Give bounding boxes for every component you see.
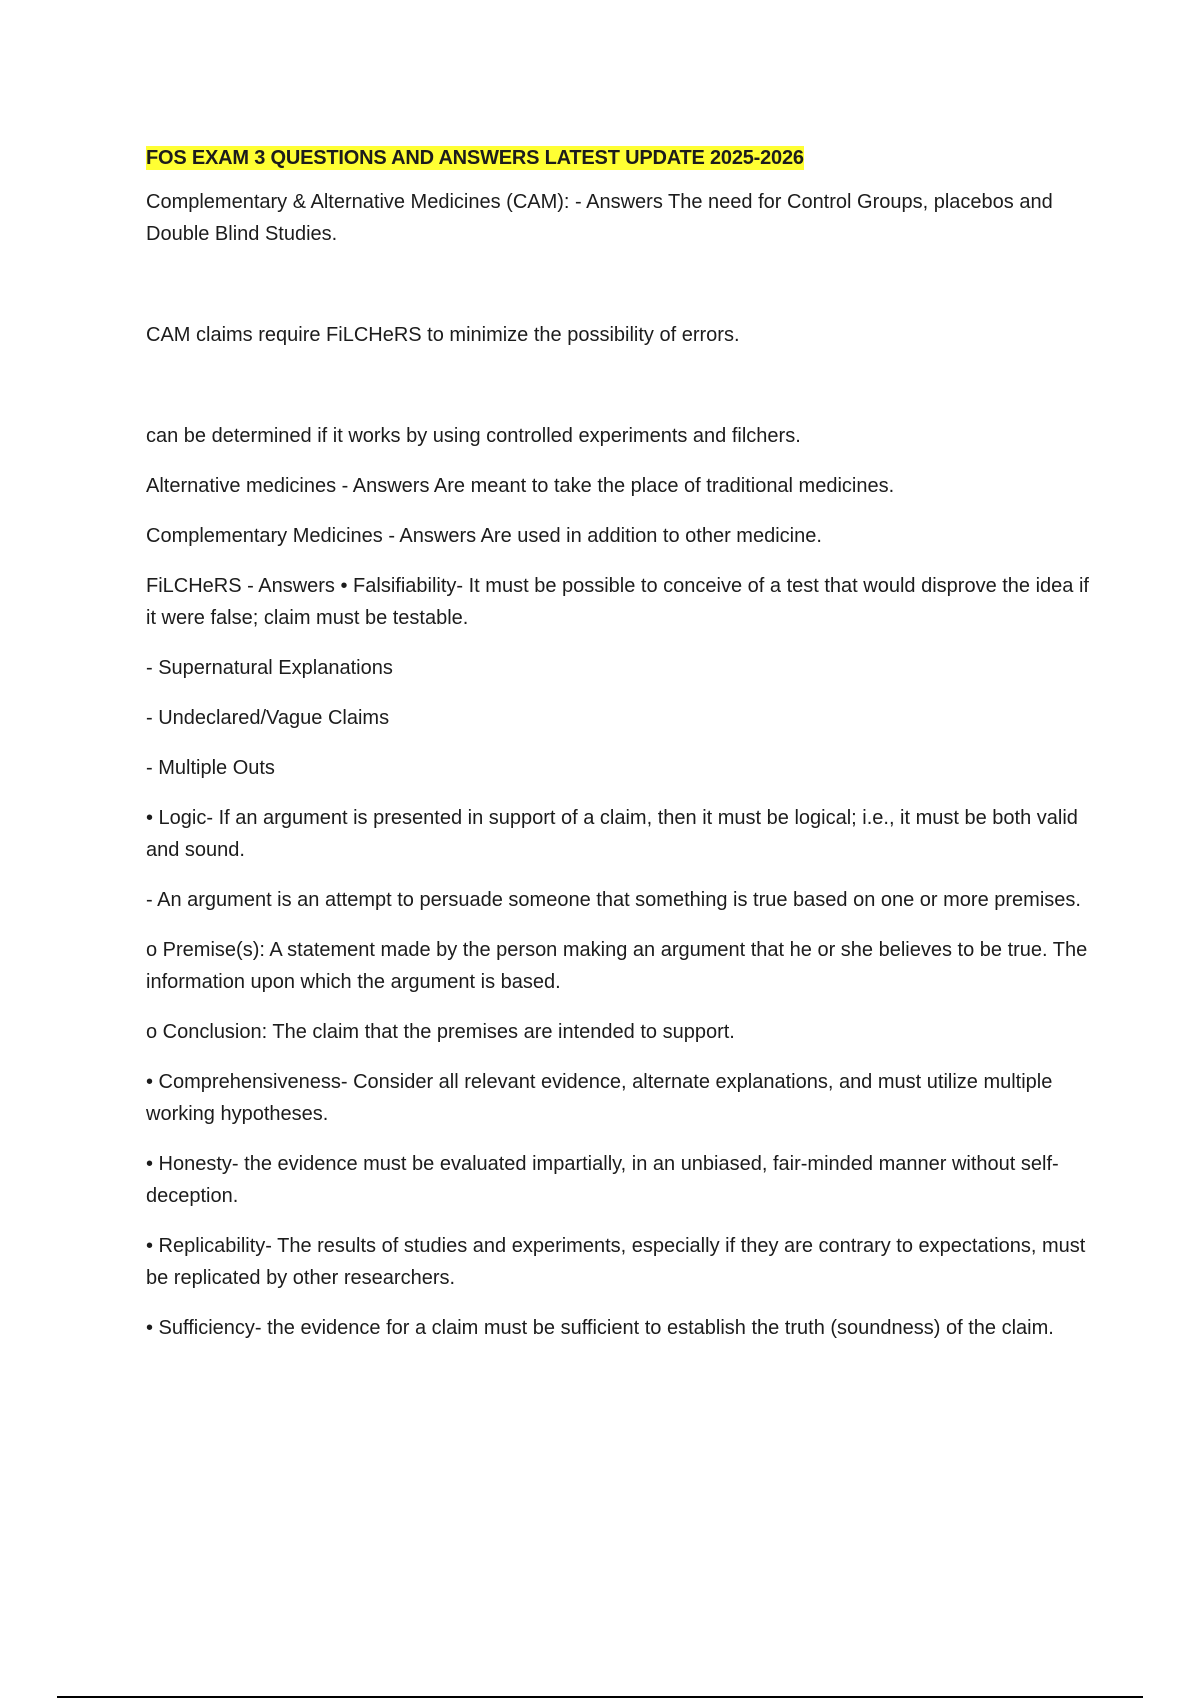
paragraph-honesty: • Honesty- the evidence must be evaluated impartially, in an unbiased, fair-minded manner without self-deception. — [146, 1153, 1059, 1207]
paragraph-filchers-falsifiability: FiLCHeRS - Answers • Falsifiability- It must be possible to conceive of a test that would disprove the idea if it were false; claim must be testable. — [146, 575, 1089, 629]
document-title: FOS EXAM 3 QUESTIONS AND ANSWERS LATEST UPDATE 2025-2026 — [146, 147, 804, 169]
paragraph-sufficiency: • Sufficiency- the evidence for a claim must be sufficient to establish the truth (soundness) of the claim. — [146, 1317, 1054, 1339]
paragraph-multiple-outs: - Multiple Outs — [146, 757, 275, 779]
paragraph-logic: • Logic- If an argument is presented in support of a claim, then it must be logical; i.e., it must be both valid and sound. — [146, 807, 1078, 861]
paragraph-alternative-medicines: Alternative medicines - Answers Are meant to take the place of traditional medicines. — [146, 475, 895, 497]
paragraph-conclusion: o Conclusion: The claim that the premises are intended to support. — [146, 1021, 735, 1043]
footer-divider — [57, 1696, 1143, 1698]
paragraph-cam-definition: Complementary & Alternative Medicines (CAM): - Answers The need for Control Groups, placebos and Double Blind Studies. — [146, 191, 1053, 245]
paragraph-determined: can be determined if it works by using controlled experiments and filchers. — [146, 425, 801, 447]
paragraph-replicability: • Replicability- The results of studies and experiments, especially if they are contrary to expectations, must be replicated by other researchers. — [146, 1235, 1086, 1289]
document-body — [146, 144, 1096, 1362]
paragraph-comprehensiveness: • Comprehensiveness- Consider all relevant evidence, alternate explanations, and must utilize multiple working hypotheses. — [146, 1071, 1053, 1125]
title-block — [146, 144, 1096, 174]
paragraph-supernatural: - Supernatural Explanations — [146, 657, 393, 679]
paragraph-cam-claims: CAM claims require FiLCHeRS to minimize the possibility of errors. — [146, 324, 740, 346]
paragraph-argument: - An argument is an attempt to persuade someone that something is true based on one or more premises. — [146, 889, 1081, 911]
paragraph-complementary-medicines: Complementary Medicines - Answers Are used in addition to other medicine. — [146, 525, 822, 547]
paragraph-premise: o Premise(s): A statement made by the person making an argument that he or she believes to be true. The information upon which the argument is based. — [146, 939, 1088, 993]
paragraph-undeclared: - Undeclared/Vague Claims — [146, 707, 390, 729]
